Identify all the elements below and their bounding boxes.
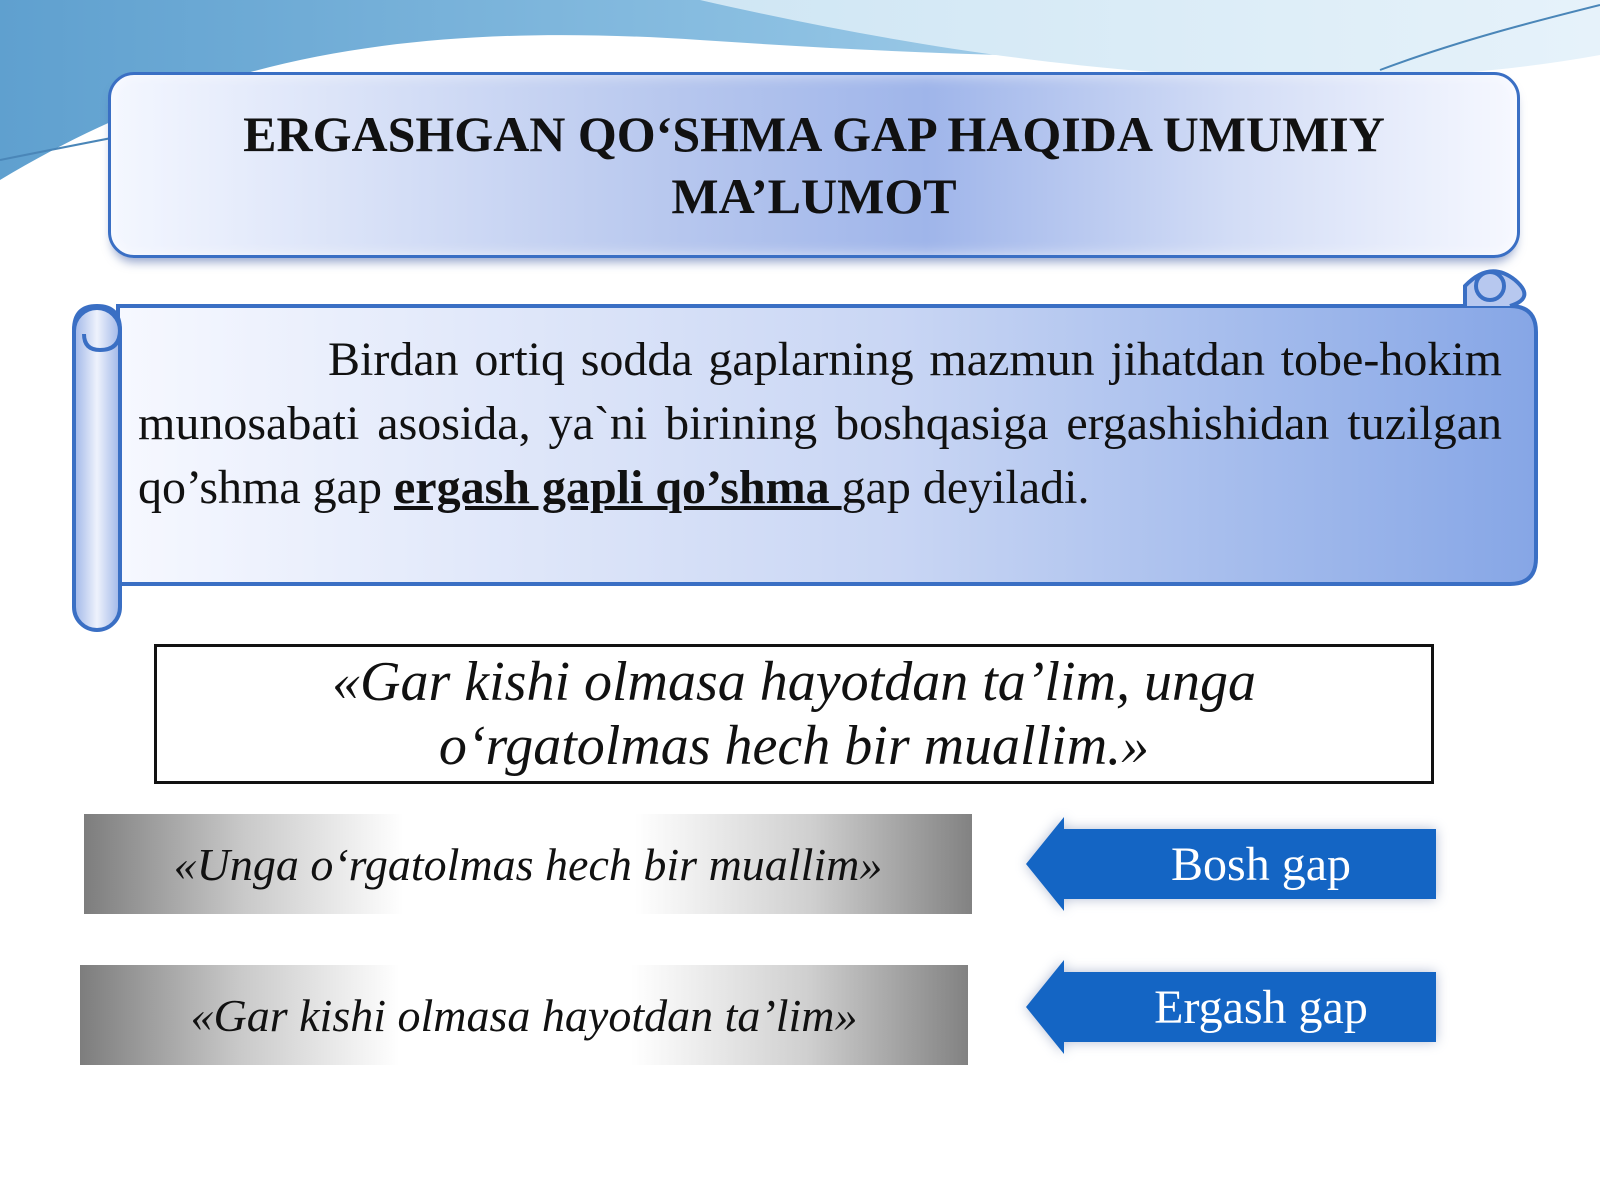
page-title: ERGASHGAN QO‘SHMA GAP HAQIDA UMUMIY MA’LUMOT <box>243 106 1385 224</box>
example-quote: «Gar kishi olmasa hayotdan ta’lim, unga o‘rgatolmas hech bir muallim.» <box>332 651 1256 777</box>
title-banner <box>108 72 1520 258</box>
subordinate-clause-label: Ergash gap <box>1154 980 1368 1034</box>
subordinate-clause-arrow <box>1026 960 1436 1054</box>
main-clause-arrow <box>1026 817 1436 911</box>
main-clause-label: Bosh gap <box>1171 837 1351 891</box>
example-quote-box <box>154 644 1434 784</box>
definition-text-end: gap deyiladi. <box>841 461 1090 514</box>
main-clause-text: «Unga o‘rgatolmas hech bir muallim» <box>173 838 883 890</box>
main-clause-box <box>84 814 972 914</box>
subordinate-clause-text: «Gar kishi olmasa hayotdan ta’lim» <box>190 989 858 1041</box>
definition-term: ergash gapli qo’shma <box>393 461 842 514</box>
subordinate-clause-box <box>80 965 968 1065</box>
definition-paragraph <box>138 328 1502 520</box>
definition-text: Birdan ortiq sodda gaplarning mazmun jihatdan tobe-hokim munosabati asosida, ya`ni birining boshqasiga ergashishidan tuzilgan qo’shma gap <box>138 333 1502 514</box>
